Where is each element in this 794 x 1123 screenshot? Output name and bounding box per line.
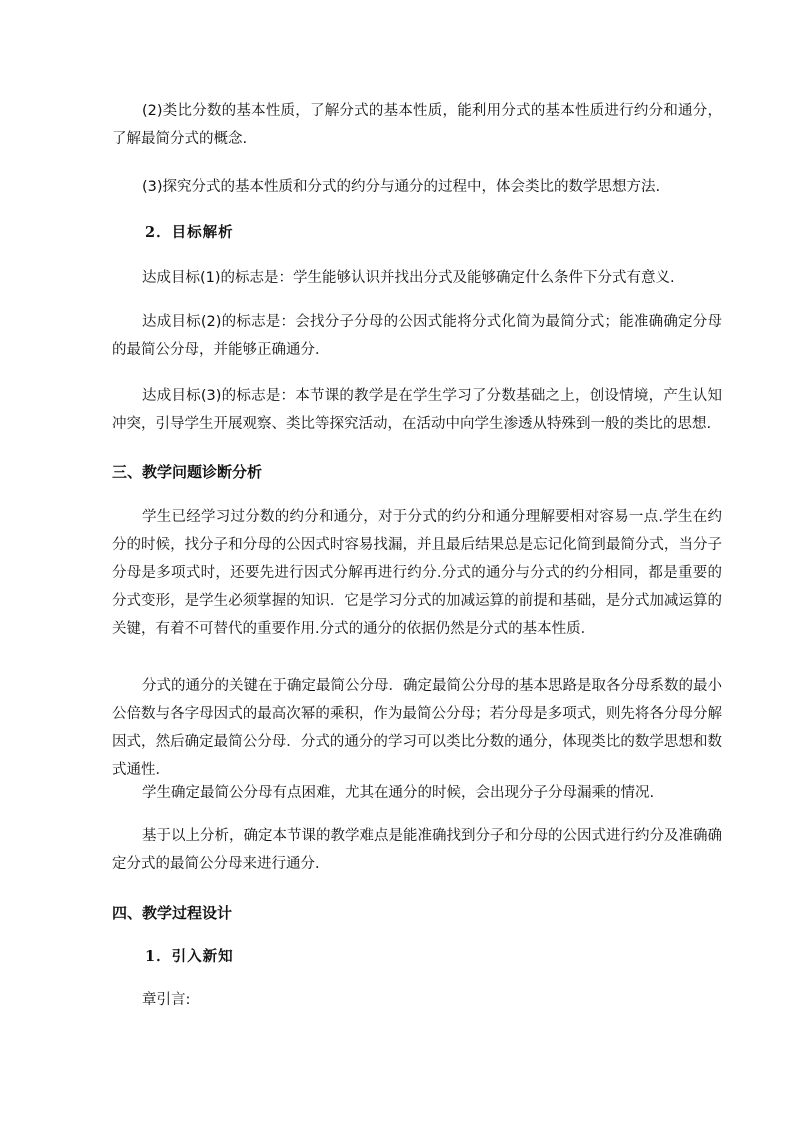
objective-3: (3)探究分式的基本性质和分式的约分与通分的过程中，体会类比的数学思想方法. bbox=[142, 179, 661, 195]
diagnosis-heading: 三、教学问题诊断分析 bbox=[112, 463, 263, 481]
target-1-indicator: 达成目标(1)的标志是：学生能够认识并找出分式及能够确定什么条件下分式有意义. bbox=[142, 270, 675, 286]
target-analysis-heading: 2．目标解析 bbox=[145, 224, 234, 241]
chapter-intro-label: 章引言: bbox=[142, 992, 191, 1008]
diagnosis-paragraph-2: 分式的通分的关键在于确定最简公分母．确定最简公分母的基本思路是取各分母系数的最小公倍数与各字母因式的最高次幂的乘积，作为最简公分母；若分母是多项式，则先将各分母分解因式，然后确定最简公分母．分式的通分的学习可以类比分数的通分，体现类比的数学思想和数式通性． bbox=[112, 678, 722, 778]
target-2-indicator: 达成目标(2)的标志是：会找分子分母的公因式能将分式化简为最简分式；能准确确定分母的最简公分母，并能够正确通分． bbox=[112, 314, 722, 358]
introduce-new-knowledge-heading: 1．引入新知 bbox=[145, 948, 234, 965]
diagnosis-paragraph-3: 学生确定最简公分母有点困难，尤其在通分的时候，会出现分子分母漏乘的情况. bbox=[142, 785, 655, 801]
diagnosis-paragraph-1: 学生已经学习过分数的约分和通分，对于分式的约分和通分理解要相对容易一点.学生在约分的时候，找分子和分母的公因式时容易找漏，并且最后结果总是忘记化简到最简分式，当分子分母是多项式时，还要先进行因式分解再进行约分.分式的通分与分式的约分相同，都是重要的分式变形，是学生必须掌握的知识．它是学习分式的加减运算的前提和基础，是分式加减运算的关键，有着不可替代的重要作用.分式的通分的依据仍然是分式的基本性质． bbox=[112, 509, 722, 637]
objective-2: (2)类比分数的基本性质，了解分式的基本性质，能利用分式的基本性质进行约分和通分，了解最简分式的概念. bbox=[112, 103, 722, 147]
target-3-indicator: 达成目标(3)的标志是：本节课的教学是在学生学习了分数基础之上，创设情境，产生认知冲突，引导学生开展观察、类比等探究活动，在活动中向学生渗透从特殊到一般的类比的思想. bbox=[112, 388, 722, 432]
process-heading: 四、教学过程设计 bbox=[112, 904, 233, 922]
diagnosis-paragraph-4: 基于以上分析，确定本节课的教学难点是能准确找到分子和分母的公因式进行约分及准确确定分式的最简公分母来进行通分． bbox=[112, 828, 722, 872]
